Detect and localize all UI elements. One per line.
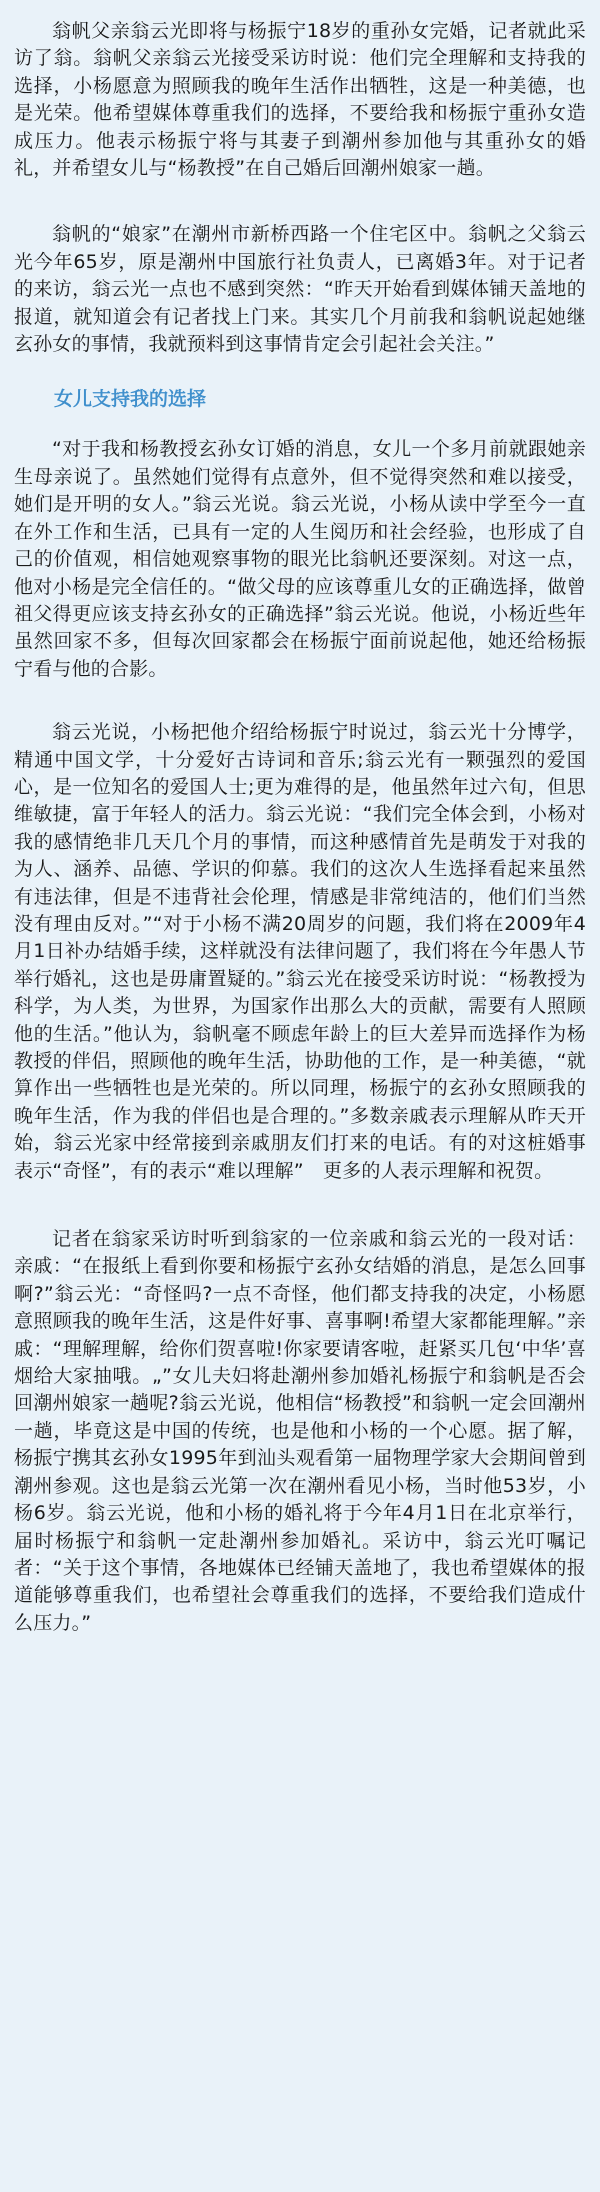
article-paragraph-3: “对于我和杨教授玄孙女订婚的消息，女儿一个多月前就跟她亲生母亲说了。虽然她们觉得有点意外，但不觉得突然和难以接受，她们是开明的女人。”翁云光说。翁云光说，小杨从读中学至今一直在外工作和生活，已具有一定的人生阅历和社会经验，也形成了自己的价值观，相信她观察事物的眼光比翁帆还要深刻。对这一点，他对小杨是完全信任的。“做父母的应该尊重儿女的正确选择，做曾祖父得更应该支持玄孙女的正确选择”翁云光说。他说，小杨近些年虽然回家不多，但每次回家都会在杨振宁面前说起他，她还给杨振宁看与他的合影。 [14,438,586,680]
section-heading: 女儿支持我的选择 [54,388,207,411]
article-paragraph-1: 翁帆父亲翁云光即将与杨振宁18岁的重孙女完婚，记者就此采访了翁。翁帆父亲翁云光接受采访时说：他们完全理解和支持我的选择，小杨愿意为照顾我的晚年生活作出牺牲，这是一种美德，也是光荣。他希望媒体尊重我们的选择，不要给我和杨振宁重孙女造成压力。他表示杨振宁将与其妻子到潮州参加他与其重孙女的婚礼，并希望女儿与“杨教授”在自己婚后回潮州娘家一趟。 [14,20,586,180]
article-paragraph-2: 翁帆的“娘家”在潮州市新桥西路一个住宅区中。翁帆之父翁云光今年65岁，原是潮州中国旅行社负责人，已离婚3年。对于记者的来访，翁云光一点也不感到突然：“昨天开始看到媒体铺天盖地的报道，就知道会有记者找上门来。其实几个月前我和翁帆说起她继玄孙女的事情，我就预料到这事情肯定会引起社会关注。” [14,223,586,356]
article-paragraph-5: 记者在翁家采访时听到翁家的一位亲戚和翁云光的一段对话：亲戚：“在报纸上看到你要和杨振宁玄孙女结婚的消息，是怎么回事啊?”翁云光：“奇怪吗?一点不奇怪，他们都支持我的决定，小杨愿意照顾我的晚年生活，这是件好事、喜事啊!希望大家都能理解。”亲戚：“理解理解，给你们贺喜啦!你家要请客啦，赶紧买几包‘中华’喜烟给大家抽哦。„”女儿夫妇将赴潮州参加婚礼杨振宁和翁帆是否会回潮州娘家一趟呢?翁云光说，他相信“杨教授”和翁帆一定会回潮州一趟，毕竟这是中国的传统，也是他和小杨的一个心愿。据了解，杨振宁携其玄孙女1995年到汕头观看第一届物理学家大会期间曾到潮州参观。这也是翁云光第一次在潮州看见小杨，当时他53岁，小杨6岁。翁云光说，他和小杨的婚礼将于今年4月1日在北京举行，届时杨振宁和翁帆一定赴潮州参加婚礼。采访中，翁云光叮嘱记者：“关于这个事情，各地媒体已经铺天盖地了，我也希望媒体的报道能够尊重我们，也希望社会尊重我们的选择，不要给我们造成什么压力。” [14,1228,586,1634]
article-paragraph-4: 翁云光说，小杨把他介绍给杨振宁时说过，翁云光十分博学，精通中国文学，十分爱好古诗词和音乐;翁云光有一颗强烈的爱国心，是一位知名的爱国人士;更为难得的是，他虽然年过六旬，但思维敏捷，富于年轻人的活力。翁云光说：“我们完全体会到，小杨对我的感情绝非几天几个月的事情，而这种感情首先是萌发于对我的为人、涵养、品德、学识的仰慕。我们的这次人生选择看起来虽然有违法律，但是不违背社会伦理，情感是非常纯洁的，他们们当然没有理由反对。”“对于小杨不满20周岁的问题，我们将在2009年4月1日补办结婚手续，这样就没有法律问题了，我们将在今年愚人节举行婚礼，这也是毋庸置疑的。”翁云光在接受采访时说：“杨教授为科学，为人类，为世界，为国家作出那么大的贡献，需要有人照顾他的生活。”他认为，翁帆毫不顾虑年龄上的巨大差异而选择作为杨教授的伴侣，照顾他的晚年生活，协助他的工作，是一种美德，“就算作出一些牺牲也是光荣的。所以同理，杨振宁的玄孙女照顾我的晚年生活，作为我的伴侣也是合理的。”多数亲戚表示理解从昨天开始，翁云光家中经常接到亲戚朋友们打来的电话。有的对这桩婚事表示“奇怪”，有的表示“难以理解” 更多的人表示理解和祝贺。 [14,721,586,1182]
